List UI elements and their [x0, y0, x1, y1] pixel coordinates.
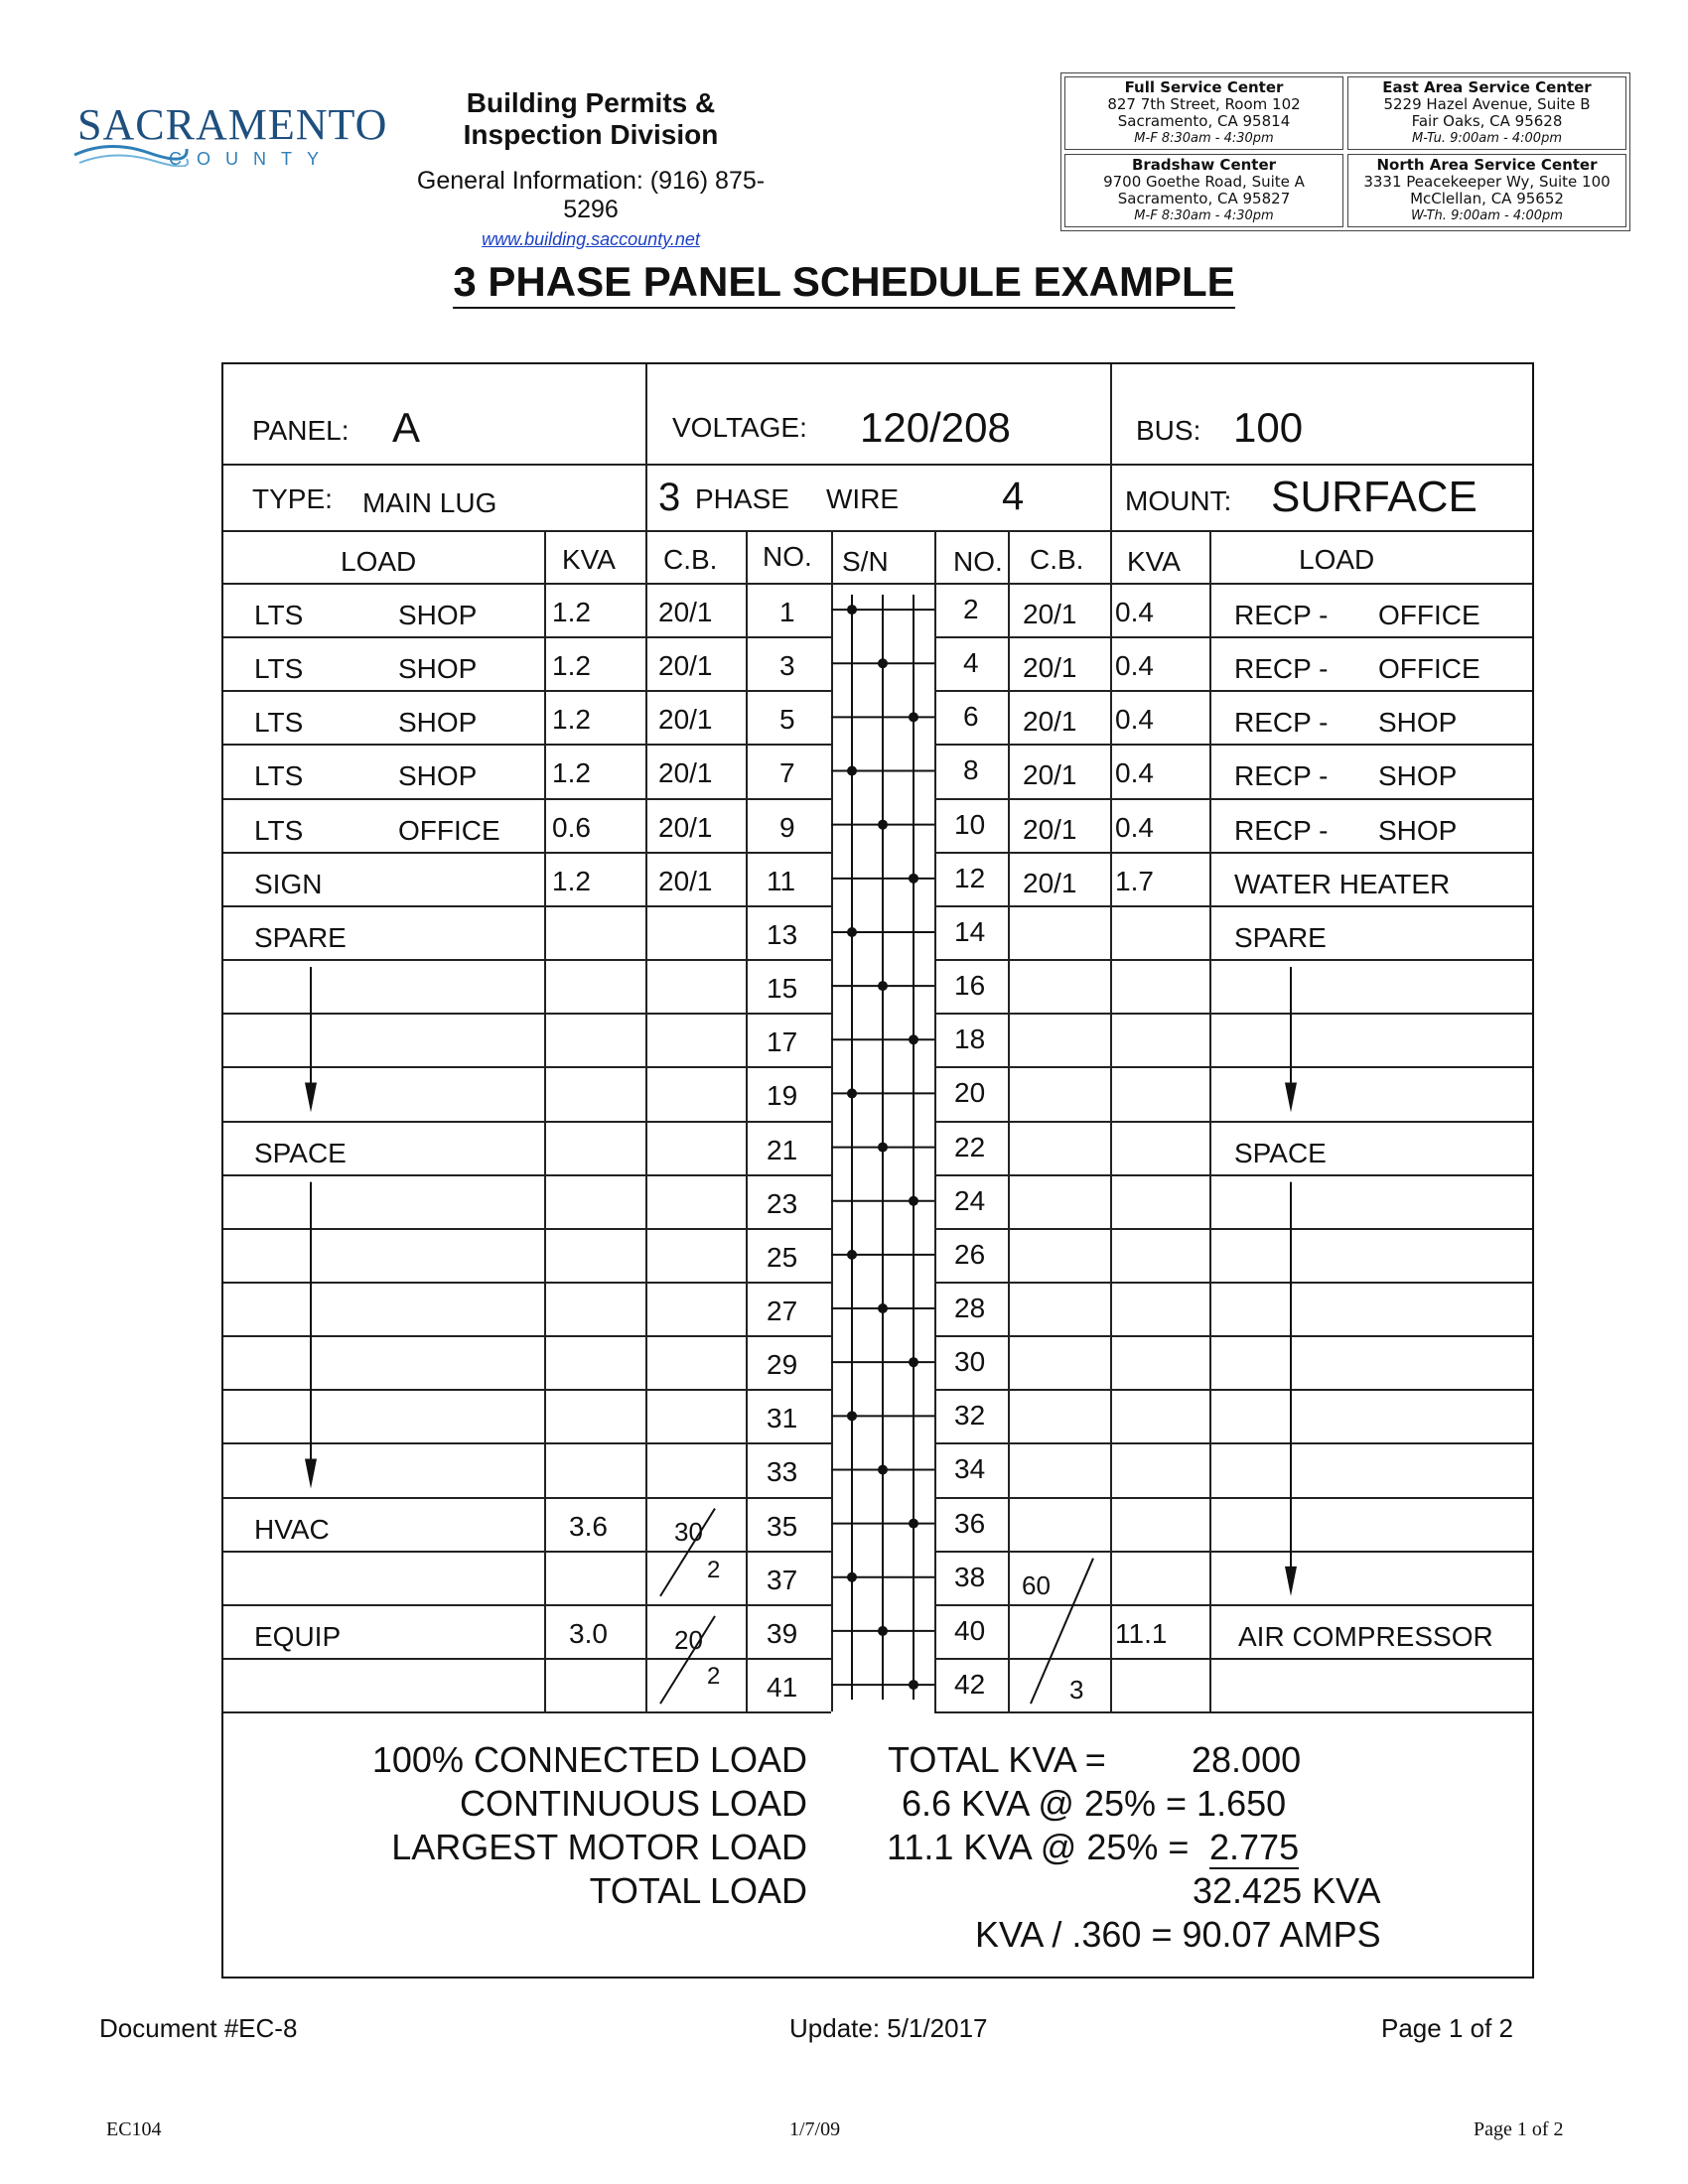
compressor-breaker-amps: 60: [1022, 1570, 1051, 1600]
service-center: [1347, 154, 1626, 227]
form-date: 1/7/09: [789, 2118, 841, 2140]
equip-breaker-poles: 2: [707, 1663, 721, 1690]
col-cb-left: C.B.: [663, 544, 718, 575]
load-left-2: SHOP: [398, 653, 478, 685]
load-left-1: HVAC: [254, 1513, 330, 1545]
bus-tap-dot: [909, 712, 918, 722]
circuit-no-right: 12: [954, 862, 986, 893]
load-left-1: SIGN: [254, 868, 323, 899]
bus-tap-dot: [878, 1303, 888, 1313]
mount-label: MOUNT:: [1125, 485, 1232, 516]
down-arrow-icon: [1285, 1567, 1297, 1596]
center-city: McClellan, CA 95652: [1410, 190, 1564, 207]
bus-tap-dot: [878, 820, 888, 830]
service-center: [1064, 76, 1343, 150]
circuit-no-right: 18: [954, 1024, 986, 1055]
kva-left: 3.0: [569, 1617, 608, 1649]
circuit-no-right: 14: [954, 915, 986, 947]
load-left-1: LTS: [254, 814, 304, 846]
circuit-no-right: 38: [954, 1561, 986, 1592]
kva-left: 1.2: [552, 597, 591, 627]
bus-tap-dot: [847, 1572, 857, 1582]
load-right-1: RECP -: [1234, 760, 1329, 792]
center-hours: M-Tu. 9:00am - 4:00pm: [1412, 131, 1562, 146]
circuit-no-left: 3: [779, 650, 795, 682]
col-no-right: NO.: [953, 546, 1003, 577]
circuit-no-left: 5: [779, 704, 795, 736]
circuit-no-right: 36: [954, 1507, 986, 1539]
kva-right: 0.4: [1115, 650, 1154, 682]
kva-left: 1.2: [552, 704, 591, 736]
load-left-1: SPARE: [254, 921, 347, 953]
circuit-no-left: 27: [767, 1295, 798, 1326]
kva-right: 0.4: [1115, 757, 1154, 789]
cb-left: 20/1: [658, 704, 713, 736]
county-logo: [70, 99, 388, 189]
center-city: Sacramento, CA 95827: [1117, 190, 1291, 207]
center-address: 3331 Peacekeeper Wy, Suite 100: [1363, 173, 1611, 191]
load-left-2: SHOP: [398, 760, 478, 792]
load-right-2: OFFICE: [1378, 653, 1480, 685]
col-sn: S/N: [842, 546, 889, 577]
bus-tap-dot: [878, 1143, 888, 1153]
col-kva-right: KVA: [1127, 546, 1181, 577]
center-name: East Area Service Center: [1382, 78, 1592, 96]
circuit-no-left: 15: [767, 973, 798, 1005]
circuit-no-right: 28: [954, 1292, 986, 1323]
bus-value: 100: [1233, 404, 1304, 451]
kva-right: 11.1: [1115, 1617, 1168, 1649]
service-centers: [1060, 72, 1630, 231]
voltage-value: 120/208: [860, 404, 1011, 451]
form-code: EC104: [106, 2118, 162, 2140]
center-address: 827 7th Street, Room 102: [1107, 95, 1301, 113]
service-center: [1064, 154, 1343, 227]
center-hours: W-Th. 9:00am - 4:00pm: [1411, 208, 1563, 223]
update-date: Update: 5/1/2017: [789, 2013, 988, 2043]
division-block: [397, 87, 784, 250]
load-left-1: LTS: [254, 600, 304, 630]
center-city: Fair Oaks, CA 95628: [1411, 112, 1563, 130]
kva-right: 0.4: [1115, 811, 1154, 843]
center-address: 9700 Goethe Road, Suite A: [1103, 173, 1305, 191]
total-load-value: 32.425 KVA: [1193, 1870, 1381, 1911]
center-city: Sacramento, CA 95814: [1117, 112, 1291, 130]
logo-word: SACRAMENTO: [77, 100, 388, 149]
page-title: [0, 258, 1688, 306]
load-right-1: SPARE: [1234, 921, 1327, 953]
motor-calc: 11.1 KVA @ 25% =: [887, 1827, 1190, 1867]
load-right-2: SHOP: [1378, 707, 1458, 739]
kva-right: 0.4: [1115, 704, 1154, 736]
bus-tap-dot: [847, 605, 857, 614]
kva-right: 1.7: [1115, 865, 1154, 896]
load-left-1: LTS: [254, 653, 304, 685]
cb-right: 20/1: [1023, 652, 1077, 684]
down-arrow-icon: [305, 1083, 317, 1113]
load-left-2: OFFICE: [398, 814, 500, 846]
type-label: TYPE:: [252, 483, 333, 514]
compressor-breaker-poles: 3: [1069, 1675, 1084, 1705]
col-load-right: LOAD: [1299, 544, 1375, 575]
circuit-no-left: 37: [767, 1564, 798, 1595]
col-no-left: NO.: [763, 541, 812, 572]
col-load-left: LOAD: [341, 546, 417, 577]
circuit-no-left: 1: [779, 597, 795, 627]
circuit-no-left: 39: [767, 1617, 798, 1649]
voltage-label: VOLTAGE:: [672, 412, 807, 443]
page-title-text: 3 PHASE PANEL SCHEDULE EXAMPLE: [453, 258, 1234, 309]
kva-right: 0.4: [1115, 597, 1154, 627]
circuit-no-left: 35: [767, 1510, 798, 1542]
bus-tap-dot: [847, 927, 857, 937]
bus-tap-dot: [909, 1034, 918, 1044]
footer-page-number: Page 1 of 2: [1381, 2013, 1513, 2043]
load-right-2: SHOP: [1378, 814, 1458, 846]
circuit-no-left: 9: [779, 811, 795, 843]
col-kva-left: KVA: [562, 544, 616, 575]
equip-breaker-amps: 20: [674, 1625, 703, 1655]
circuit-no-right: 24: [954, 1184, 986, 1216]
cb-right: 20/1: [1023, 599, 1077, 629]
down-arrow-icon: [305, 1459, 317, 1489]
bus-tap-dot: [847, 766, 857, 776]
kva-left: 1.2: [552, 757, 591, 789]
load-left-1: LTS: [254, 760, 304, 792]
load-right-1: WATER HEATER: [1234, 868, 1451, 899]
load-right-1: RECP -: [1234, 707, 1329, 739]
cb-right: 20/1: [1023, 706, 1077, 738]
col-cb-right: C.B.: [1030, 544, 1084, 575]
load-left-2: SHOP: [398, 600, 478, 630]
print-page-number: Page 1 of 2: [1474, 2118, 1564, 2140]
cb-left: 20/1: [658, 597, 713, 627]
bus-tap-dot: [909, 874, 918, 884]
bus-tap-dot: [909, 1680, 918, 1690]
cb-left: 20/1: [658, 650, 713, 682]
phase-number: 3: [658, 476, 681, 519]
load-right-1: RECP -: [1234, 653, 1329, 685]
kva-left: 3.6: [569, 1510, 608, 1542]
cb-right: 20/1: [1023, 867, 1077, 898]
center-name: Full Service Center: [1124, 78, 1284, 96]
circuit-no-right: 6: [963, 701, 979, 733]
document-number: Document #EC-8: [99, 2013, 298, 2043]
circuit-no-right: 32: [954, 1400, 986, 1432]
cb-left: 20/1: [658, 757, 713, 789]
bus-tap-dot: [878, 1626, 888, 1636]
panel-label: PANEL:: [252, 415, 350, 446]
circuit-no-right: 10: [954, 808, 986, 840]
general-info: General Information: (916) 875-5296: [416, 167, 766, 223]
circuit-no-left: 11: [767, 865, 796, 896]
cb-left: 20/1: [658, 811, 713, 843]
wire-value: 4: [1002, 475, 1025, 518]
largest-motor-label: LARGEST MOTOR LOAD: [391, 1827, 807, 1867]
circuit-no-left: 29: [767, 1349, 798, 1381]
down-arrow-icon: [1285, 1083, 1297, 1113]
load-left-2: SHOP: [398, 707, 478, 739]
panel-schedule-form: [221, 362, 1534, 1979]
center-name: North Area Service Center: [1376, 156, 1598, 174]
cb-right: 20/1: [1023, 813, 1077, 845]
website-link[interactable]: www.building.saccounty.net: [482, 229, 700, 249]
circuit-no-right: 42: [954, 1669, 986, 1700]
division-name: Building Permits & Inspection Division: [463, 87, 719, 150]
total-kva-label: TOTAL KVA =: [888, 1739, 1106, 1780]
type-value: MAIN LUG: [362, 487, 497, 518]
circuit-no-right: 34: [954, 1453, 986, 1485]
circuit-no-right: 8: [963, 754, 979, 786]
bus-tap-dot: [909, 1519, 918, 1529]
bus-tap-dot: [909, 1196, 918, 1206]
circuit-no-left: 19: [767, 1080, 798, 1112]
circuit-no-left: 17: [767, 1026, 798, 1058]
circuit-no-left: 23: [767, 1187, 798, 1219]
bus-tap-dot: [878, 981, 888, 991]
load-left-1: LTS: [254, 707, 304, 739]
center-hours: M-F 8:30am - 4:30pm: [1134, 131, 1274, 146]
cb-left: 20/1: [658, 865, 713, 896]
circuit-no-right: 40: [954, 1614, 986, 1646]
load-right-2: SHOP: [1378, 760, 1458, 792]
logo-sub: COUNTY: [169, 149, 334, 169]
circuit-no-left: 21: [767, 1134, 798, 1165]
load-left-1: EQUIP: [254, 1620, 342, 1652]
load-right-1: RECP -: [1234, 600, 1329, 630]
circuit-no-right: 22: [954, 1131, 986, 1162]
mount-value: SURFACE: [1271, 473, 1477, 521]
circuit-no-left: 41: [767, 1672, 798, 1703]
circuit-no-right: 20: [954, 1077, 986, 1109]
bus-tap-dot: [847, 1250, 857, 1260]
circuit-no-left: 7: [779, 757, 795, 789]
kva-left: 0.6: [552, 811, 591, 843]
circuit-no-right: 4: [963, 647, 979, 679]
circuit-no-left: 25: [767, 1241, 798, 1273]
amps-calc: KVA / .360 = 90.07 AMPS: [975, 1914, 1381, 1955]
bus-tap-dot: [878, 658, 888, 668]
panel-value: A: [392, 404, 421, 451]
cb-right: 20/1: [1023, 759, 1077, 791]
service-center: [1347, 76, 1626, 150]
continuous-load-label: CONTINUOUS LOAD: [459, 1783, 807, 1824]
connected-load-label: 100% CONNECTED LOAD: [371, 1739, 807, 1780]
bus-tap-dot: [909, 1357, 918, 1367]
load-left-1: SPACE: [254, 1137, 347, 1168]
bus-tap-dot: [878, 1464, 888, 1474]
kva-left: 1.2: [552, 650, 591, 682]
total-kva-value: 28.000: [1192, 1739, 1302, 1780]
motor-value: 2.775: [1209, 1827, 1300, 1867]
kva-left: 1.2: [552, 865, 591, 896]
wire-label: WIRE: [826, 483, 900, 514]
bus-tap-dot: [847, 1411, 857, 1421]
center-address: 5229 Hazel Avenue, Suite B: [1383, 95, 1591, 113]
circuit-no-right: 2: [963, 594, 979, 624]
total-load-label: TOTAL LOAD: [589, 1870, 807, 1911]
circuit-no-right: 26: [954, 1238, 986, 1270]
load-right-1: RECP -: [1234, 814, 1329, 846]
circuit-no-right: 30: [954, 1346, 986, 1378]
load-right-1: SPACE: [1234, 1137, 1327, 1168]
phase-label: PHASE: [695, 483, 789, 514]
hvac-breaker-amps: 30: [674, 1517, 703, 1547]
center-hours: M-F 8:30am - 4:30pm: [1134, 208, 1274, 223]
circuit-no-left: 33: [767, 1456, 798, 1488]
continuous-calc: 6.6 KVA @ 25% = 1.650: [902, 1783, 1287, 1824]
circuit-no-left: 13: [767, 918, 798, 950]
circuit-no-left: 31: [767, 1403, 798, 1434]
circuit-no-right: 16: [954, 970, 986, 1002]
center-name: Bradshaw Center: [1131, 156, 1277, 174]
load-right-2: OFFICE: [1378, 600, 1480, 630]
load-right-1: AIR COMPRESSOR: [1238, 1620, 1493, 1652]
bus-label: BUS:: [1136, 415, 1201, 446]
bus-tap-dot: [847, 1088, 857, 1098]
hvac-breaker-poles: 2: [707, 1557, 721, 1583]
